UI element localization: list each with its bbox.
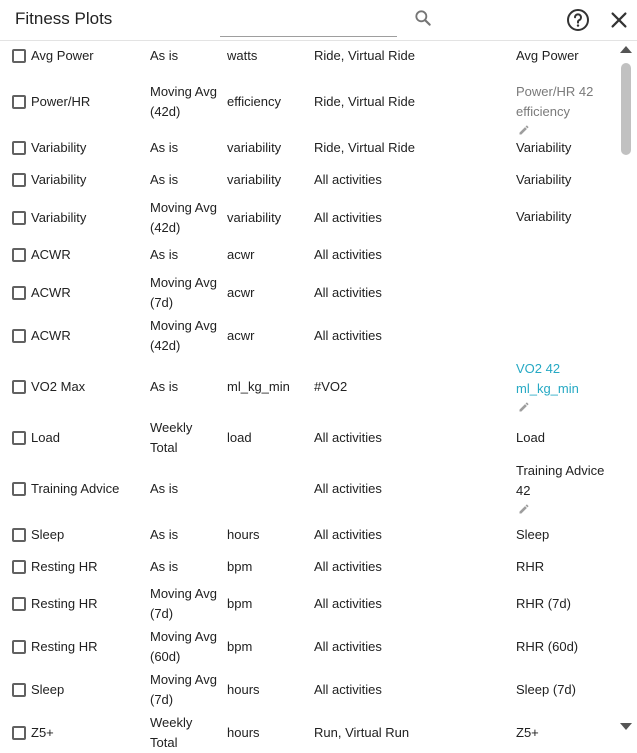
scroll-up-arrow-icon[interactable]: [620, 46, 632, 53]
plot-label-cell: [516, 525, 614, 545]
plot-label: Variability: [516, 172, 572, 187]
plot-type: As is: [150, 559, 179, 574]
plot-activities: All activities: [314, 430, 382, 445]
plot-name: Training Advice: [31, 481, 120, 496]
plot-type: Moving Avg (7d): [150, 275, 217, 310]
plot-field: bpm: [227, 596, 253, 611]
plot-activities: All activities: [314, 247, 382, 262]
dialog-header: [0, 0, 637, 41]
search-field[interactable]: [220, 6, 397, 37]
plot-type: Moving Avg (7d): [150, 672, 217, 707]
row-checkbox[interactable]: [12, 95, 26, 109]
plot-label: VO2 42 ml_kg_min: [516, 361, 579, 396]
row-checkbox[interactable]: [12, 380, 26, 394]
row-checkbox[interactable]: [12, 329, 26, 343]
pencil-icon[interactable]: [518, 503, 530, 515]
plot-type: As is: [150, 379, 179, 394]
plot-label-cell: [516, 428, 614, 448]
plot-activities: Ride, Virtual Ride: [314, 140, 415, 155]
plot-type: As is: [150, 172, 179, 187]
plot-label-cell: [516, 170, 614, 190]
plot-name: Variability: [31, 172, 87, 187]
plot-field: variability: [227, 140, 282, 155]
plot-label: Power/HR 42 efficiency: [516, 84, 594, 119]
plot-type: Moving Avg (60d): [150, 629, 217, 664]
plot-label-cell: [516, 557, 614, 577]
plot-type: As is: [150, 481, 179, 496]
plot-activities: Ride, Virtual Ride: [314, 94, 415, 109]
plot-name: Resting HR: [31, 596, 98, 611]
plot-field: watts: [227, 48, 258, 63]
scroll-down-arrow-icon[interactable]: [620, 723, 632, 730]
plot-name: Variability: [31, 210, 87, 225]
plot-label-cell: [516, 46, 614, 66]
search-icon[interactable]: [413, 8, 433, 28]
plot-label-cell: [516, 594, 614, 614]
plot-name: Z5+: [31, 725, 54, 740]
row-checkbox[interactable]: [12, 597, 26, 611]
plot-label: Sleep (7d): [516, 682, 576, 697]
plot-field: acwr: [227, 285, 255, 300]
row-checkbox[interactable]: [12, 211, 26, 225]
pencil-icon[interactable]: [518, 124, 530, 136]
close-icon[interactable]: [608, 9, 630, 31]
plot-type: Moving Avg (42d): [150, 318, 217, 353]
plot-name: Power/HR: [31, 94, 91, 109]
plot-activities: All activities: [314, 596, 382, 611]
plot-label: RHR: [516, 559, 545, 574]
plot-name: Sleep: [31, 682, 65, 697]
plot-field: ml_kg_min: [227, 379, 290, 394]
plot-name: Variability: [31, 140, 87, 155]
fitness-plots-list: [0, 41, 617, 750]
plot-type: Weekly Total: [150, 715, 193, 750]
plot-activities: All activities: [314, 559, 382, 574]
plot-field: hours: [227, 682, 260, 697]
plot-field: acwr: [227, 328, 255, 343]
plot-label-cell: [516, 207, 614, 227]
plot-name: VO2 Max: [31, 379, 86, 394]
plot-label: RHR (60d): [516, 639, 579, 654]
plot-field: hours: [227, 725, 260, 740]
plot-type: Moving Avg (42d): [150, 200, 217, 235]
plot-name: Load: [31, 430, 60, 445]
plot-field: acwr: [227, 247, 255, 262]
plot-activities: All activities: [314, 328, 382, 343]
plot-field: load: [227, 430, 252, 445]
plot-activities: All activities: [314, 172, 382, 187]
plot-field: hours: [227, 527, 260, 542]
row-checkbox[interactable]: [12, 141, 26, 155]
plot-field: efficiency: [227, 94, 281, 109]
row-checkbox[interactable]: [12, 431, 26, 445]
plot-type: As is: [150, 48, 179, 63]
plot-activities: Run, Virtual Run: [314, 725, 410, 740]
plot-activities: Ride, Virtual Ride: [314, 48, 415, 63]
plot-type: As is: [150, 140, 179, 155]
help-circle-icon[interactable]: [566, 8, 590, 32]
plot-label: Variability: [516, 209, 572, 224]
plot-type: Weekly Total: [150, 420, 193, 455]
plot-type: Moving Avg (42d): [150, 84, 217, 119]
plot-activities: All activities: [314, 527, 382, 542]
plot-label-cell: [516, 461, 614, 515]
plot-type: Moving Avg (7d): [150, 586, 217, 621]
plot-field: variability: [227, 172, 282, 187]
plot-label-cell[interactable]: [516, 359, 614, 413]
row-checkbox[interactable]: [12, 482, 26, 496]
plot-activities: All activities: [314, 682, 382, 697]
plot-name: Resting HR: [31, 639, 98, 654]
plot-name: Avg Power: [31, 48, 94, 63]
row-checkbox[interactable]: [12, 173, 26, 187]
plot-activities: All activities: [314, 639, 382, 654]
plot-name: Resting HR: [31, 559, 98, 574]
row-checkbox[interactable]: [12, 49, 26, 63]
row-checkbox[interactable]: [12, 640, 26, 654]
plot-name: Sleep: [31, 527, 65, 542]
plot-label-cell: [516, 723, 614, 743]
row-checkbox[interactable]: [12, 560, 26, 574]
plot-label-cell: [516, 680, 614, 700]
row-checkbox[interactable]: [12, 248, 26, 262]
plot-label: Sleep: [516, 527, 550, 542]
plot-field: bpm: [227, 559, 253, 574]
plot-label: Avg Power: [516, 48, 579, 63]
plot-name: ACWR: [31, 328, 71, 343]
plot-activities: All activities: [314, 481, 382, 496]
plot-field: variability: [227, 210, 282, 225]
plot-label: Load: [516, 430, 545, 445]
row-checkbox[interactable]: [12, 286, 26, 300]
plot-label-cell: [516, 637, 614, 657]
scrollbar-thumb[interactable]: [621, 63, 631, 155]
plot-label: Variability: [516, 140, 572, 155]
row-checkbox[interactable]: [12, 683, 26, 697]
pencil-icon[interactable]: [518, 401, 530, 413]
row-checkbox[interactable]: [12, 528, 26, 542]
plot-label-cell: [516, 138, 614, 158]
plot-label: Training Advice 42: [516, 463, 605, 498]
plot-label-cell: [516, 82, 614, 136]
plot-activities: All activities: [314, 210, 382, 225]
plot-name: ACWR: [31, 285, 71, 300]
plot-field: bpm: [227, 639, 253, 654]
plot-type: As is: [150, 527, 179, 542]
plot-label: RHR (7d): [516, 596, 571, 611]
row-checkbox[interactable]: [12, 726, 26, 740]
plot-activities: #VO2: [314, 379, 348, 394]
plot-name: ACWR: [31, 247, 71, 262]
plot-type: As is: [150, 247, 179, 262]
dialog-title: Fitness Plots: [15, 9, 113, 28]
plot-label: Z5+: [516, 725, 539, 740]
search-input[interactable]: [220, 8, 409, 34]
plot-activities: All activities: [314, 285, 382, 300]
